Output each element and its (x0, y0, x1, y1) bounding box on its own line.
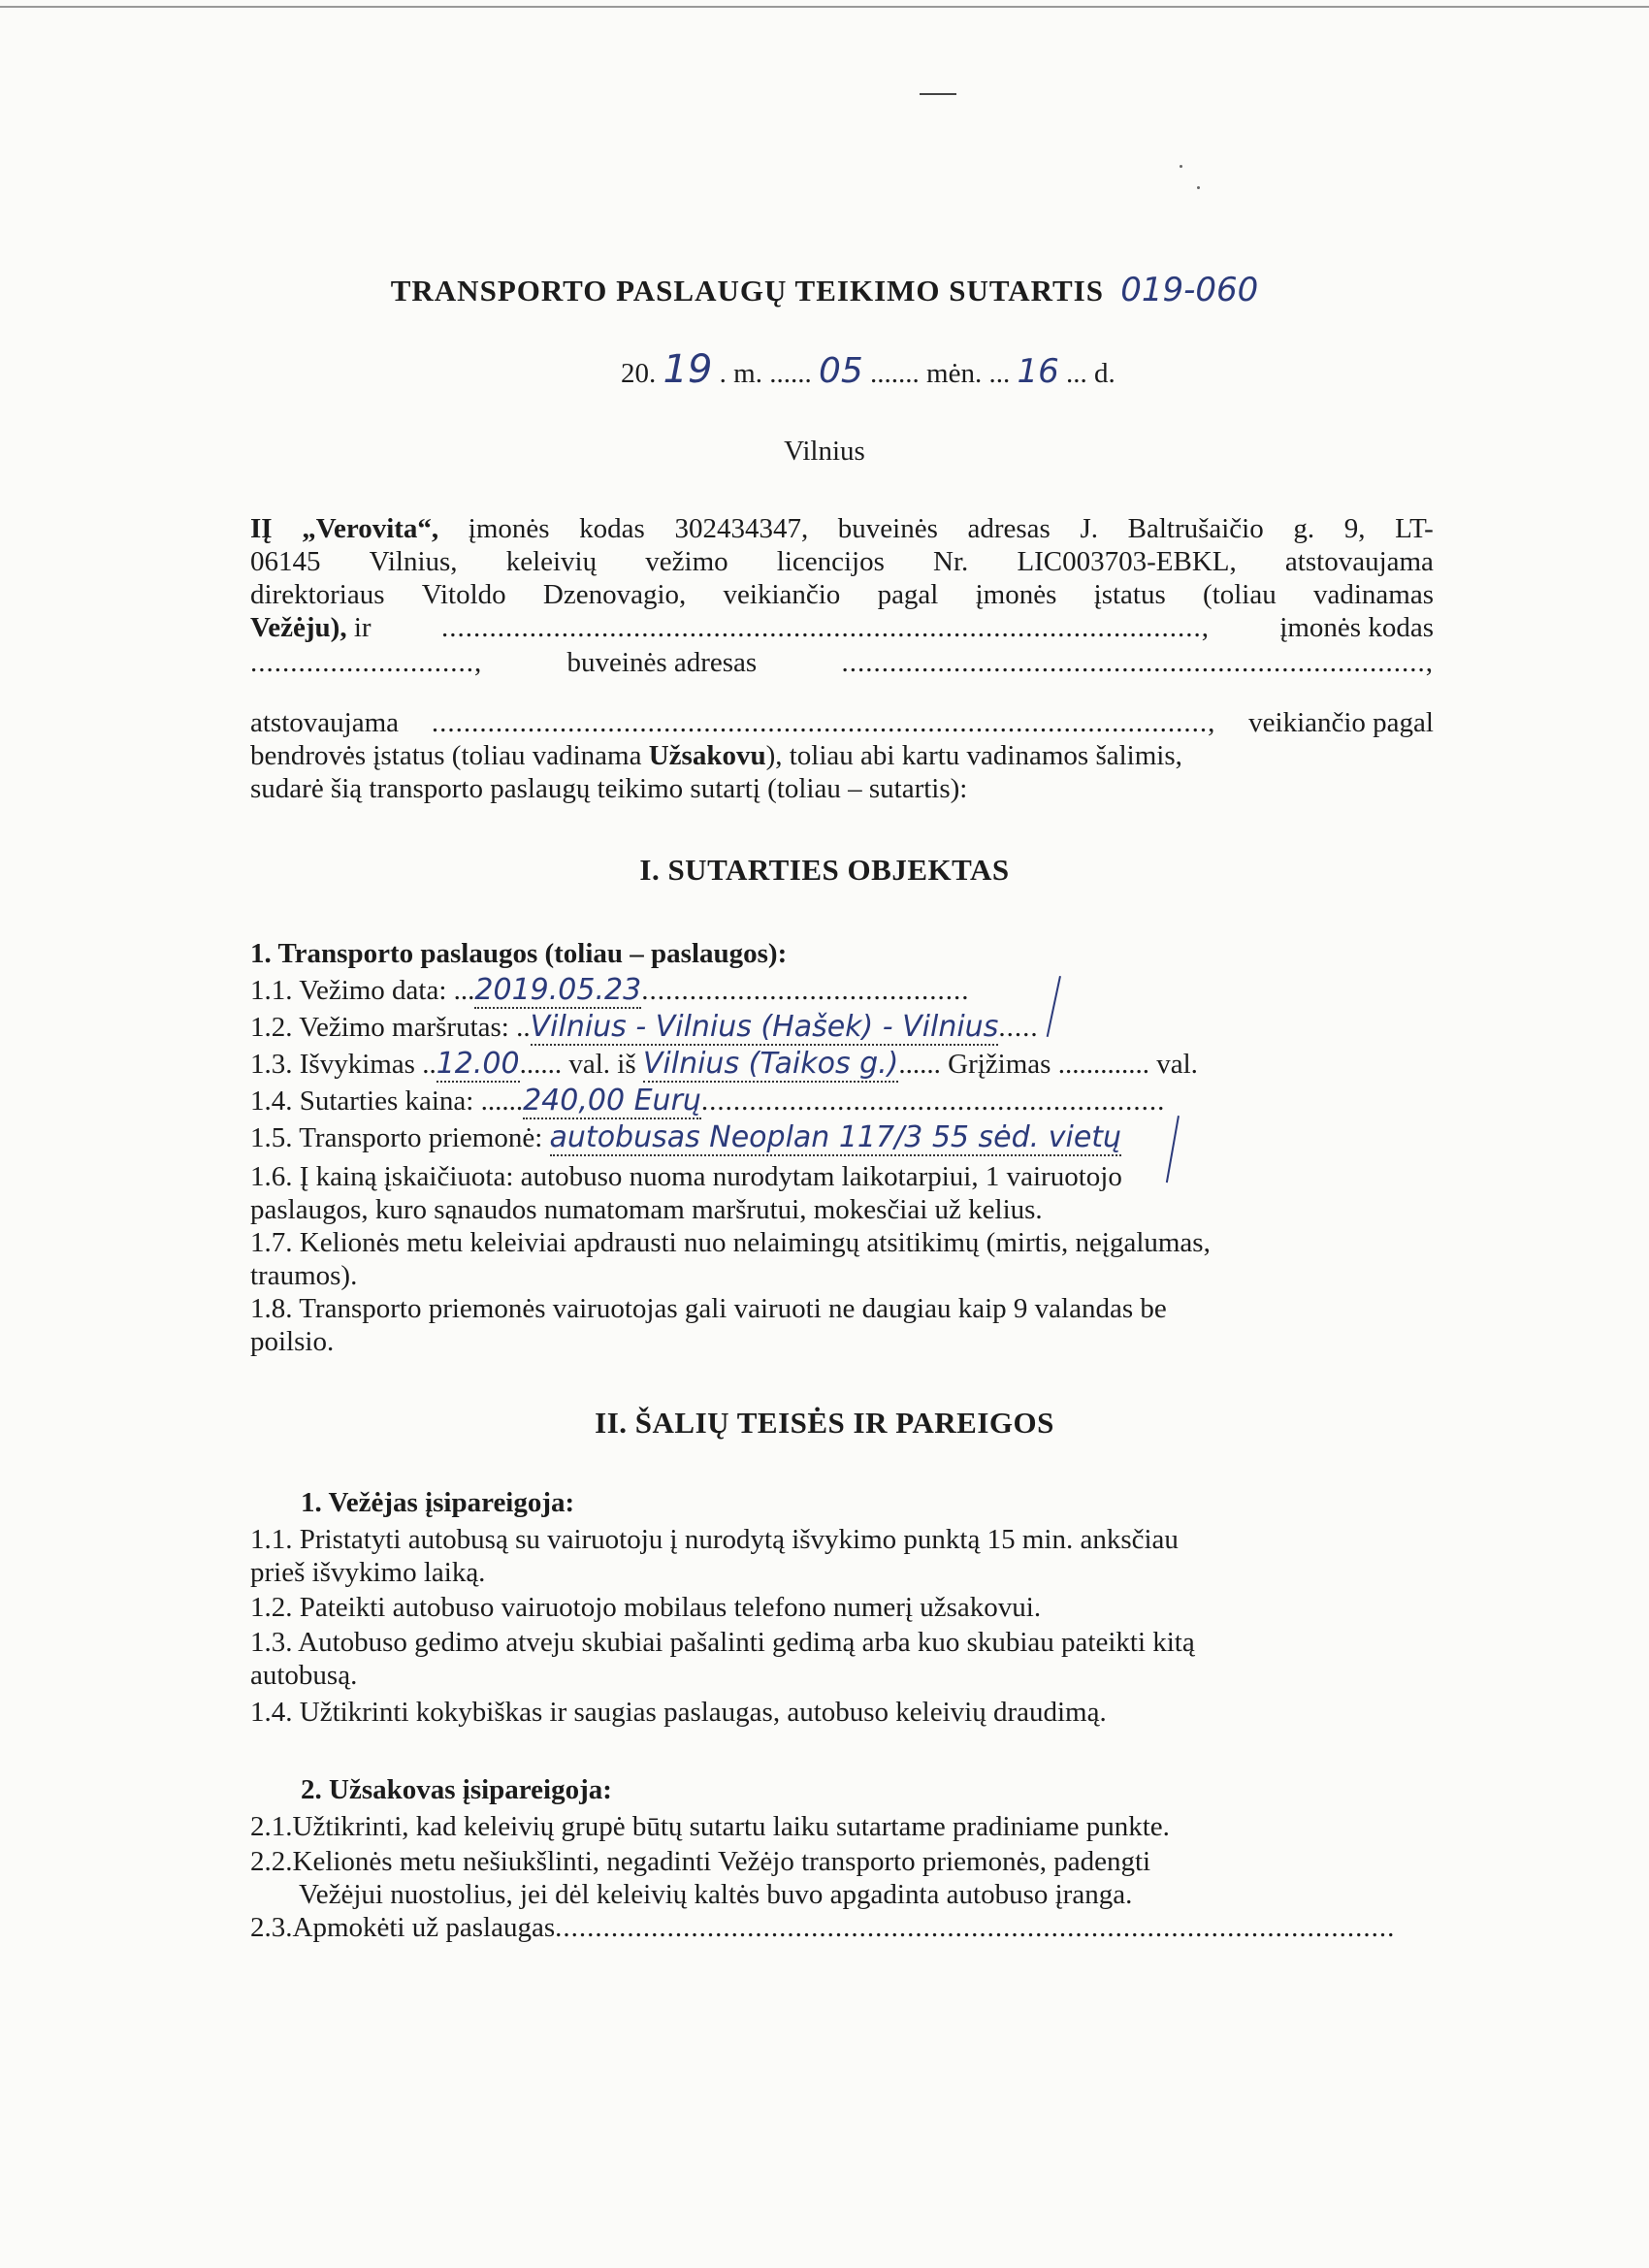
payment-blank[interactable]: ......................................................................................................... (555, 1912, 1396, 1943)
intro-word: Dzenovagio, (542, 579, 687, 610)
intro-word: atstovaujama (1284, 546, 1434, 577)
intro-word: įmonės (975, 579, 1057, 610)
intro-line-8: sudarė šią transporto paslaugų teikimo sutartį (toliau – sutartis): (250, 773, 968, 804)
item-label: 1.3. Išvykimas .. (250, 1049, 436, 1080)
price-value[interactable]: 240,00 Eurų (523, 1084, 701, 1118)
client-2-2b: Vežėjui nuostolius, jei dėl keleivių kaltės buvo apgadinta autobuso įranga. (299, 1879, 1133, 1910)
return-label: ...... Grįžimas ............. val. (898, 1049, 1198, 1080)
scan-speck (1180, 165, 1182, 168)
carrier-1-3a: 1.3. Autobuso gedimo atveju skubiai pašalinti gedimą arba kuo skubiau pateikti kitą (250, 1627, 1195, 1658)
carrier-1-1a: 1.1. Pristatyti autobusą su vairuotoju į nurodytą išvykimo punktą 15 min. anksčiau (250, 1524, 1179, 1555)
section-1-heading: I. SUTARTIES OBJEKTAS (639, 853, 1010, 887)
intro-blank-company-code[interactable]: ............................, (250, 647, 483, 678)
client-2-1: 2.1.Užtikrinti, kad keleivių grupė būtų sutartu laiku sutartame pradiniame punkte. (250, 1811, 1170, 1842)
client-2-2a: 2.2.Kelionės metu nešiukšlinti, negadinti Vežėjo transporto priemonės, padengti (250, 1846, 1151, 1877)
intro-word: Nr. (933, 546, 969, 577)
date-year: 19 (663, 347, 713, 392)
item-dots: ......................................... (641, 975, 970, 1006)
intro-line-4 (250, 611, 1434, 644)
intro-word: „Verovita“, (302, 513, 439, 544)
intro-word: g. (1293, 513, 1315, 544)
intro-text: bendrovės įstatus (toliau vadinama (250, 740, 642, 771)
item-1-8a: 1.8. Transporto priemonės vairuotojas gali vairuoti ne daugiau kaip 9 valandas be (250, 1293, 1167, 1324)
carrier-1-3b: autobusą. (250, 1660, 358, 1691)
date-prefix: 20. (621, 358, 657, 389)
item-1-7a: 1.7. Kelionės metu keleiviai apdrausti nuo nelaimingų atsitikimų (mirtis, neįgalumas, (250, 1227, 1211, 1258)
intro-blank-client-name[interactable]: ..............................................................................................., (440, 612, 1210, 643)
departure-time-value[interactable]: 12.00 (436, 1047, 520, 1081)
intro-ir: ir (353, 612, 372, 643)
intro-address-label: buveinės adresas (566, 647, 758, 678)
date-day: 16 (1017, 352, 1059, 391)
intro-word: adresas (967, 513, 1051, 544)
item-label: 1.2. Vežimo maršrutas: .. (250, 1012, 531, 1043)
intro-word: 302434347, (674, 513, 809, 544)
item-1-7b: traumos). (250, 1260, 358, 1291)
intro-word: vadinamas (1312, 579, 1434, 610)
page-mark (920, 93, 956, 95)
intro-line-1 (250, 512, 1434, 545)
intro-word: buveinės (837, 513, 938, 544)
intro-company-code-label: įmonės kodas (1279, 612, 1434, 643)
item-1-2 (250, 1011, 1434, 1046)
contract-title-row (0, 271, 1649, 309)
item-label: 1.5. Transporto priemonė: (250, 1122, 543, 1153)
item-1-6a: 1.6. Į kainą įskaičiuota: autobuso nuoma nurodytam laikotarpiui, 1 vairuotojo (250, 1161, 1122, 1192)
intro-word: kodas (579, 513, 645, 544)
contract-title: TRANSPORTO PASLAUGŲ TEIKIMO SUTARTIS (390, 274, 1104, 308)
item-dots: ..... (998, 1012, 1039, 1043)
intro-blank-address[interactable]: ........................................................................., (841, 647, 1434, 678)
intro-word: licencijos (776, 546, 885, 577)
date-m-label: . m. ...... (719, 358, 812, 389)
intro-word: Baltrušaičio (1127, 513, 1264, 544)
intro-word: IĮ (250, 513, 273, 544)
contract-city: Vilnius (784, 436, 865, 467)
section-1-subheading: 1. Transporto paslaugos (toliau – paslaugos): (250, 938, 788, 969)
item-1-8b: poilsio. (250, 1326, 335, 1357)
item-1-4 (250, 1085, 1434, 1119)
carrier-1-1b: prieš išvykimo laiką. (250, 1557, 486, 1588)
intro-word: direktoriaus (250, 579, 385, 610)
intro-word: vežimo (645, 546, 728, 577)
route-value[interactable]: Vilnius - Vilnius (Hašek) - Vilnius (530, 1010, 999, 1044)
item-1-1 (250, 974, 1434, 1009)
item-1-3 (250, 1048, 1434, 1083)
intro-client-term: Užsakovu (648, 740, 766, 771)
section-2-heading: II. ŠALIŲ TEISĖS IR PAREIGOS (595, 1406, 1054, 1440)
intro-word: 9, (1343, 513, 1366, 544)
departure-place-value[interactable]: Vilnius (Taikos g.) (642, 1047, 899, 1081)
intro-word: Vilnius, (369, 546, 458, 577)
intro-acting-label: veikiančio pagal (1248, 707, 1434, 738)
intro-carrier-term: Vežėju), (250, 612, 347, 643)
item-dots: .......................................................... (700, 1085, 1166, 1117)
intro-word: keleivių (505, 546, 598, 577)
item-label: 1.1. Vežimo data: ... (250, 975, 475, 1006)
intro-line-2 (250, 545, 1434, 578)
intro-word: įstatus (1093, 579, 1166, 610)
intro-word: Vitoldo (421, 579, 506, 610)
intro-word: 06145 (250, 546, 321, 577)
intro-line-7 (250, 739, 1434, 772)
intro-word: LT- (1395, 513, 1434, 544)
contract-number: 019-060 (1120, 271, 1259, 309)
client-obligations-heading: 2. Užsakovas įsipareigoja: (301, 1774, 612, 1805)
intro-line-5 (250, 646, 1434, 679)
intro-text: ), toliau abi kartu vadinamos šalimis, (765, 740, 1182, 771)
intro-word: pagal (877, 579, 939, 610)
intro-word: (toliau (1203, 579, 1277, 610)
item-label: 2.3.Apmokėti už paslaugas (250, 1912, 556, 1943)
scan-edge-line (0, 6, 1649, 8)
intro-word: LIC003703-EBKL, (1017, 546, 1237, 577)
carrier-1-4: 1.4. Užtikrinti kokybiškas ir saugias paslaugas, autobuso keleivių draudimą. (250, 1697, 1107, 1728)
vehicle-value[interactable]: autobusas Neoplan 117/3 55 sėd. vietų (549, 1120, 1122, 1154)
item-label: ...... val. iš (519, 1049, 636, 1080)
intro-represented-label: atstovaujama (250, 707, 400, 738)
item-label: 1.4. Sutarties kaina: ...... (250, 1085, 524, 1117)
scan-speck (1197, 186, 1200, 189)
date-men-label: ....... mėn. ... (870, 358, 1011, 389)
item-1-6b: paslaugos, kuro sąnaudos numatomam maršrutui, mokesčiai už kelius. (250, 1194, 1043, 1225)
travel-date-value[interactable]: 2019.05.23 (474, 973, 642, 1007)
intro-line-3 (250, 578, 1434, 611)
contract-date-row (621, 347, 1300, 392)
intro-blank-representative[interactable]: ................................................................................................., (431, 707, 1216, 738)
intro-line-6 (250, 706, 1434, 739)
date-d-label: ... d. (1065, 358, 1116, 389)
carrier-obligations-heading: 1. Vežėjas įsipareigoja: (301, 1487, 575, 1518)
client-2-3 (250, 1911, 1434, 1944)
intro-word: veikiančio (723, 579, 841, 610)
intro-word: J. (1080, 513, 1098, 544)
intro-word: įmonės (468, 513, 550, 544)
carrier-1-2: 1.2. Pateikti autobuso vairuotojo mobilaus telefono numerį užsakovui. (250, 1592, 1042, 1623)
item-1-5 (250, 1121, 1434, 1156)
date-month: 05 (818, 351, 863, 391)
